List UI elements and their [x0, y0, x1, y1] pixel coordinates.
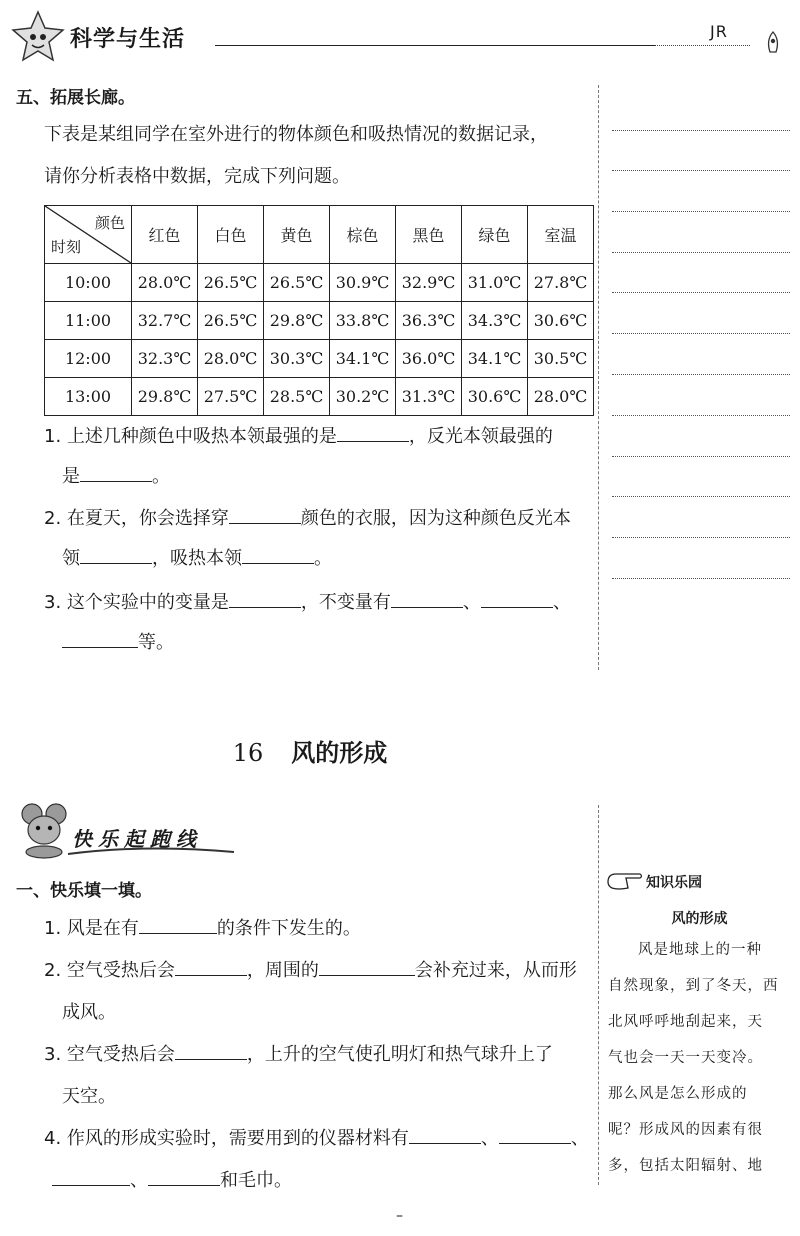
lesson-name: 风的形成	[291, 739, 388, 767]
note-line	[612, 496, 790, 497]
question-text: ，周围的	[246, 960, 319, 981]
question-4-cont	[52, 1166, 292, 1192]
question-1	[44, 914, 361, 940]
margin-divider-bottom	[598, 805, 599, 1185]
value-cell: 30.3℃	[264, 340, 330, 378]
question-text: 1. 风是在有	[44, 918, 139, 939]
answer-blank[interactable]	[242, 547, 314, 564]
note-line	[612, 333, 790, 334]
question-text: 成风。	[62, 1002, 116, 1023]
sidebar-line: 呢？形成风的因素有很	[608, 1122, 763, 1138]
value-cell: 27.5℃	[198, 378, 264, 416]
value-cell: 36.0℃	[396, 340, 462, 378]
section-heading: 五、拓展长廊。	[16, 88, 135, 108]
sidebar-line: 北风呼呼地刮起来，天	[608, 1014, 763, 1030]
question-text: 、	[462, 592, 481, 613]
answer-blank[interactable]	[409, 1127, 481, 1144]
question-text: 颜色的衣服，因为这种颜色反光本	[300, 508, 571, 529]
answer-blank[interactable]	[139, 917, 217, 934]
note-line	[612, 537, 790, 538]
value-cell: 28.5℃	[264, 378, 330, 416]
time-cell: 12:00	[45, 340, 132, 378]
value-cell: 29.8℃	[264, 302, 330, 340]
question-text: 等。	[138, 632, 174, 653]
question-text: ，反光本领最强的	[408, 426, 553, 447]
question-text: 、	[570, 1128, 589, 1149]
banner-title: 快乐起跑线	[72, 827, 202, 851]
value-cell: 28.0℃	[132, 264, 198, 302]
note-line	[612, 211, 790, 212]
table-row	[45, 340, 594, 378]
question-text: 是	[62, 466, 80, 487]
sidebar-title: 风的形成	[671, 911, 728, 927]
value-cell: 30.6℃	[462, 378, 528, 416]
question-3	[44, 588, 571, 614]
mascot-icon	[8, 10, 68, 65]
question-2-cont	[62, 544, 332, 570]
sidebar-line: 风是地球上的一种	[638, 942, 762, 958]
question-2	[44, 956, 577, 982]
question-3-cont	[62, 628, 174, 654]
answer-blank[interactable]	[52, 1169, 130, 1186]
question-text: 会补充过来，从而形	[414, 960, 577, 981]
sidebar-body	[608, 932, 796, 1184]
answer-blank[interactable]	[175, 1043, 247, 1060]
header-dotted-rule	[655, 45, 750, 46]
edition-code: JR	[710, 22, 728, 41]
question-text: 2. 空气受热后会	[44, 960, 175, 981]
value-cell: 30.9℃	[330, 264, 396, 302]
column-header: 黄色	[264, 206, 330, 264]
table-header-row	[45, 206, 594, 264]
value-cell: 31.0℃	[462, 264, 528, 302]
value-cell: 32.7℃	[132, 302, 198, 340]
question-2-cont	[62, 998, 116, 1024]
answer-blank[interactable]	[337, 425, 409, 442]
question-text: 。	[314, 548, 332, 569]
header-rule	[215, 45, 655, 46]
question-3-cont	[62, 1082, 116, 1108]
sidebar-line: 那么风是怎么形成的	[608, 1086, 748, 1102]
pointing-hand-icon	[606, 868, 644, 892]
question-text: 4. 作风的形成实验时，需要用到的仪器材料有	[44, 1128, 409, 1149]
answer-blank[interactable]	[80, 547, 152, 564]
column-header: 红色	[132, 206, 198, 264]
brand-title: 科学与生活	[70, 27, 186, 52]
margin-divider-top	[598, 85, 599, 670]
sidebar-label: 知识乐园	[646, 875, 702, 891]
question-1	[44, 422, 553, 448]
value-cell: 34.3℃	[462, 302, 528, 340]
answer-blank[interactable]	[175, 959, 247, 976]
time-cell: 11:00	[45, 302, 132, 340]
value-cell: 36.3℃	[396, 302, 462, 340]
question-text: 3. 这个实验中的变量是	[44, 592, 229, 613]
sidebar-line: 自然现象，到了冬天，西	[608, 978, 779, 994]
value-cell: 30.5℃	[528, 340, 594, 378]
question-text: 、	[552, 592, 571, 613]
question-text: 和毛巾。	[220, 1170, 292, 1191]
corner-label-time: 时刻	[51, 238, 82, 256]
column-header: 黑色	[396, 206, 462, 264]
value-cell: 34.1℃	[330, 340, 396, 378]
intro-line: 请你分析表格中数据，完成下列问题。	[44, 166, 350, 187]
question-text: 领	[62, 548, 80, 569]
table-row	[45, 378, 594, 416]
value-cell: 26.5℃	[198, 302, 264, 340]
column-header: 室温	[528, 206, 594, 264]
corner-cell	[45, 206, 132, 264]
question-text: 、	[130, 1170, 148, 1191]
question-4	[44, 1124, 589, 1150]
answer-blank[interactable]	[481, 591, 553, 608]
question-text: ，吸热本领	[152, 548, 242, 569]
value-cell: 30.2℃	[330, 378, 396, 416]
value-cell: 28.0℃	[198, 340, 264, 378]
sidebar-line: 多，包括太阳辐射、地	[608, 1158, 763, 1174]
value-cell: 28.0℃	[528, 378, 594, 416]
corner-label-color: 颜色	[94, 214, 125, 232]
note-line	[612, 292, 790, 293]
question-text: ，上升的空气使孔明灯和热气球升上了	[246, 1044, 553, 1065]
value-cell: 26.5℃	[198, 264, 264, 302]
value-cell: 27.8℃	[528, 264, 594, 302]
value-cell: 33.8℃	[330, 302, 396, 340]
time-cell: 10:00	[45, 264, 132, 302]
time-cell: 13:00	[45, 378, 132, 416]
data-table	[44, 205, 594, 416]
banner-swoosh	[66, 842, 236, 858]
table-row	[45, 302, 594, 340]
question-text: 的条件下发生的。	[216, 918, 361, 939]
note-line	[612, 415, 790, 416]
answer-blank[interactable]	[319, 959, 415, 976]
answer-blank[interactable]	[148, 1169, 220, 1186]
value-cell: 31.3℃	[396, 378, 462, 416]
question-3	[44, 1040, 553, 1066]
page-mark: –	[396, 1208, 403, 1224]
section-heading: 一、快乐填一填。	[16, 881, 152, 901]
answer-blank[interactable]	[229, 591, 301, 608]
question-text: 3. 空气受热后会	[44, 1044, 175, 1065]
table-row	[45, 264, 594, 302]
column-header: 绿色	[462, 206, 528, 264]
question-text: 1. 上述几种颜色中吸热本领最强的是	[44, 426, 337, 447]
value-cell: 32.3℃	[132, 340, 198, 378]
question-2	[44, 504, 571, 530]
note-line	[612, 578, 790, 579]
value-cell: 29.8℃	[132, 378, 198, 416]
note-line	[612, 170, 790, 171]
intro-line: 下表是某组同学在室外进行的物体颜色和吸热情况的数据记录，	[44, 124, 548, 145]
lesson-number: 16	[232, 739, 264, 767]
value-cell: 34.1℃	[462, 340, 528, 378]
rocket-icon	[762, 30, 784, 60]
question-text: 。	[152, 466, 170, 487]
answer-blank[interactable]	[391, 591, 463, 608]
question-text: ，不变量有	[300, 592, 391, 613]
note-line	[612, 456, 790, 457]
question-text: 天空。	[62, 1086, 116, 1107]
answer-blank[interactable]	[229, 507, 301, 524]
answer-blank[interactable]	[499, 1127, 571, 1144]
lesson-title	[0, 733, 620, 768]
value-cell: 32.9℃	[396, 264, 462, 302]
question-text: 、	[480, 1128, 499, 1149]
answer-blank[interactable]	[80, 465, 152, 482]
note-line	[612, 374, 790, 375]
question-1-cont	[62, 462, 170, 488]
column-header: 白色	[198, 206, 264, 264]
sidebar-line: 气也会一天一天变冷。	[608, 1050, 763, 1066]
question-text: 2. 在夏天，你会选择穿	[44, 508, 229, 529]
page-header	[0, 0, 800, 70]
value-cell: 30.6℃	[528, 302, 594, 340]
note-line	[612, 130, 790, 131]
answer-blank[interactable]	[62, 631, 138, 648]
value-cell: 26.5℃	[264, 264, 330, 302]
note-line	[612, 252, 790, 253]
column-header: 棕色	[330, 206, 396, 264]
